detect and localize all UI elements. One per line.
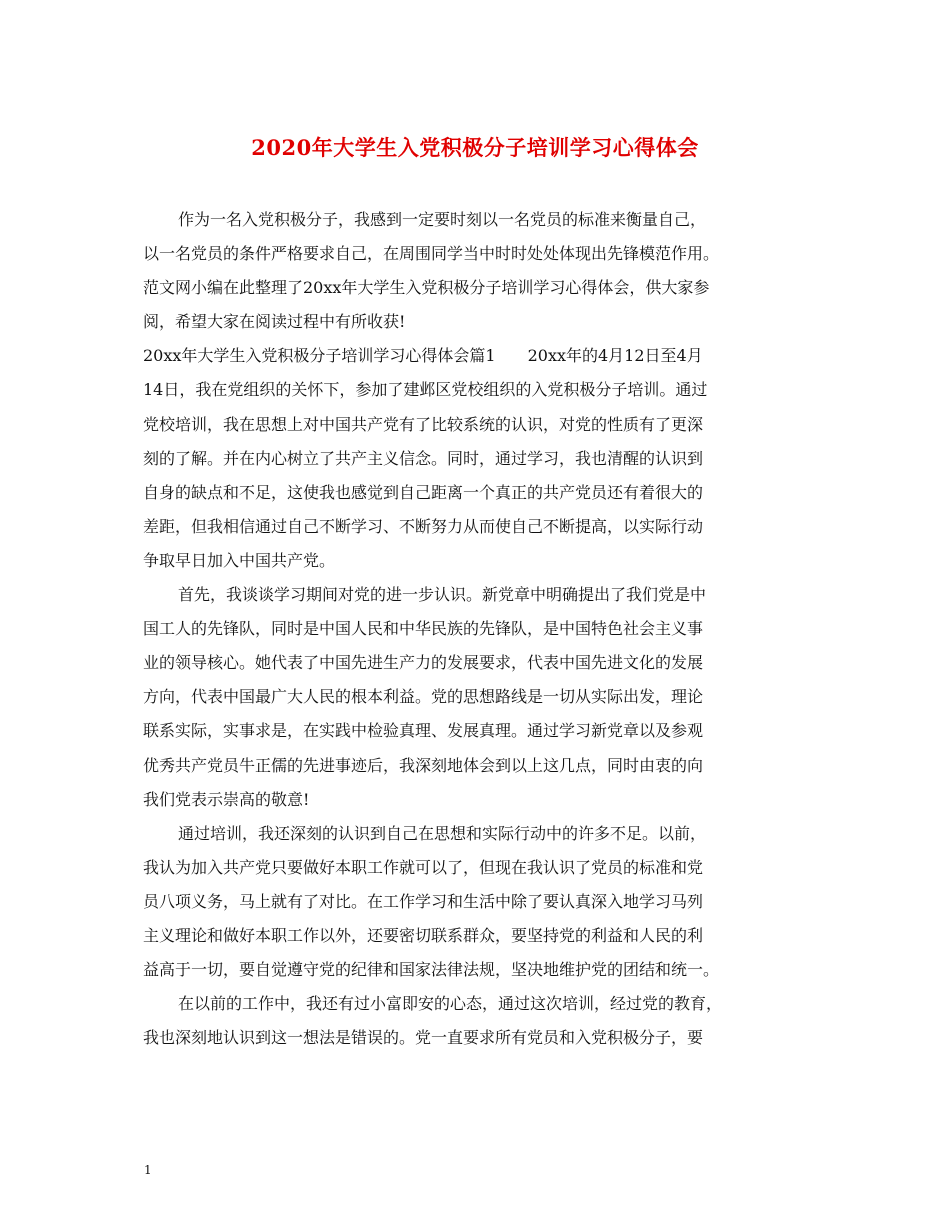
- document-title: 2020年大学生入党积极分子培训学习心得体会: [251, 135, 699, 160]
- text-line: 方向，代表中国最广大人民的根本利益。党的思想路线是一切从实际出发，理论: [143, 687, 704, 707]
- text-line: 20xx年大学生入党积极分子培训学习心得体会篇1 20xx年的4月12日至4月: [143, 346, 703, 366]
- text-line: 自身的缺点和不足，这使我也感觉到自己距离一个真正的共产党员还有着很大的: [143, 482, 704, 502]
- text-line: 我们党表示崇高的敬意!: [143, 789, 310, 809]
- text-line: 阅，希望大家在阅读过程中有所收获!: [143, 312, 406, 332]
- text-line: 国工人的先锋队，同时是中国人民和中华民族的先锋队，是中国特色社会主义事: [143, 619, 704, 639]
- text-line: 益高于一切，要自觉遵守党的纪律和国家法律法规，坚决地维护党的团结和统一。: [143, 960, 720, 980]
- text-line: 主义理论和做好本职工作以外，还要密切联系群众，要坚持党的利益和人民的利: [143, 925, 704, 945]
- text-line: 首先，我谈谈学习期间对党的进一步认识。新党章中明确提出了我们党是中: [178, 585, 707, 605]
- text-line: 我认为加入共产党只要做好本职工作就可以了，但现在我认识了党员的标准和党: [143, 857, 704, 877]
- text-line: 争取早日加入中国共产党。: [143, 550, 336, 570]
- text-line: 作为一名入党积极分子，我感到一定要时刻以一名党员的标准来衡量自己，: [178, 210, 707, 229]
- text-line: 差距，但我相信通过自己不断学习、不断努力从而使自己不断提高，以实际行动: [143, 516, 704, 536]
- text-line: 刻的了解。并在内心树立了共产主义信念。同时，通过学习，我也清醒的认识到: [143, 448, 704, 468]
- text-line: 以一名党员的条件严格要求自己，在周围同学当中时时处处体现出先锋模范作用。: [143, 244, 720, 264]
- text-line: 我也深刻地认识到这一想法是错误的。党一直要求所有党员和入党积极分子，要: [143, 1028, 704, 1048]
- text-line: 业的领导核心。她代表了中国先进生产力的发展要求，代表中国先进文化的发展: [143, 653, 704, 673]
- text-line: 范文网小编在此整理了20xx年大学生入党积极分子培训学习心得体会，供大家参: [143, 278, 710, 298]
- text-line: 在以前的工作中，我还有过小富即安的心态，通过这次培训，经过党的教育，: [178, 994, 723, 1014]
- text-line: 联系实际，实事求是，在实践中检验真理、发展真理。通过学习新党章以及参观: [143, 721, 704, 741]
- text-line: 优秀共产党员牛正儒的先进事迹后，我深刻地体会到以上这几点，同时由衷的向: [143, 755, 704, 775]
- text-line: 通过培训，我还深刻的认识到自己在思想和实际行动中的许多不足。以前，: [178, 823, 707, 843]
- text-line: 党校培训，我在思想上对中国共产党有了比较系统的认识，对党的性质有了更深: [143, 414, 704, 434]
- text-line: 员八项义务，马上就有了对比。在工作学习和生活中除了要认真深入地学习马列: [143, 891, 704, 911]
- page-number: 1: [144, 1163, 152, 1177]
- text-line: 14日，我在党组织的关怀下，参加了建邺区党校组织的入党积极分子培训。通过: [143, 380, 708, 400]
- document-body: [143, 203, 823, 1055]
